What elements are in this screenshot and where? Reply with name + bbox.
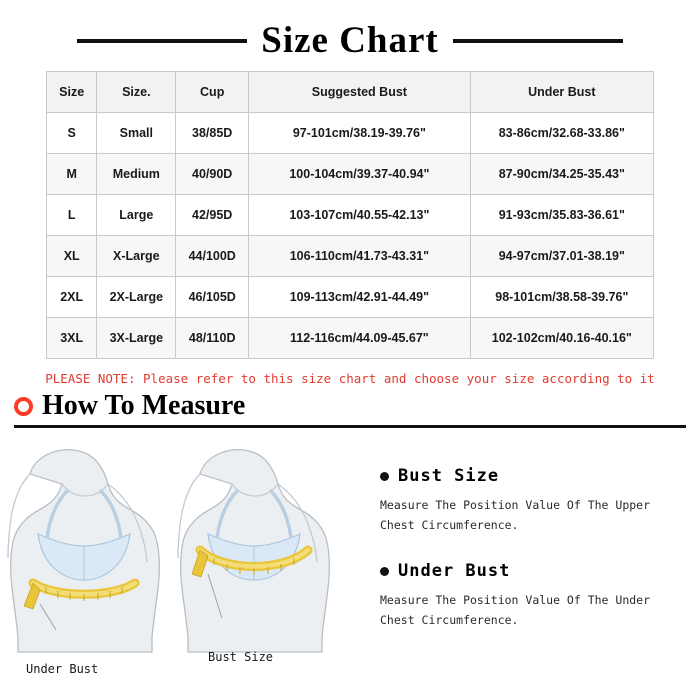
cell-cup: 46/105D <box>176 277 249 318</box>
cell-size: XL <box>47 236 97 277</box>
measure-info-bust-title: Bust Size <box>398 466 500 486</box>
bullet-dot-icon <box>380 567 389 576</box>
cell-suggested-bust: 112-116cm/44.09-45.67" <box>249 318 471 359</box>
torso-illustrations-icon <box>0 438 372 668</box>
measure-info-list <box>372 438 700 686</box>
figure-caption-bust-size: Bust Size <box>208 650 274 664</box>
bullet-dot-icon <box>380 472 389 481</box>
measure-section <box>0 428 700 686</box>
measure-info-under-bust-description: Measure The Position Value Of The Under Chest Circumference. <box>380 593 651 628</box>
measure-info-under-bust-head <box>380 561 682 581</box>
title-rule-right <box>453 39 623 43</box>
measure-info-bust-head <box>380 466 682 486</box>
cell-under-bust: 83-86cm/32.68-33.86" <box>470 113 653 154</box>
measure-info-under-bust-title: Under Bust <box>398 561 511 582</box>
cell-under-bust: 98-101cm/38.58-39.76" <box>470 277 653 318</box>
cell-size: 3XL <box>47 318 97 359</box>
figure-caption-under-bust: Under Bust <box>26 662 99 676</box>
column-header-size-name: Size. <box>97 72 176 113</box>
measure-figures <box>0 438 372 686</box>
cell-size-name: X-Large <box>97 236 176 277</box>
cell-size: 2XL <box>47 277 97 318</box>
cell-under-bust: 102-102cm/40.16-40.16" <box>470 318 653 359</box>
table-row <box>47 236 654 277</box>
cell-size: L <box>47 195 97 236</box>
column-header-suggested-bust: Suggested Bust <box>249 72 471 113</box>
cell-under-bust: 91-93cm/35.83-36.61" <box>470 195 653 236</box>
cell-size-name: 2X-Large <box>97 277 176 318</box>
column-header-cup: Cup <box>176 72 249 113</box>
cell-suggested-bust: 103-107cm/40.55-42.13" <box>249 195 471 236</box>
cell-size-name: Large <box>97 195 176 236</box>
title-rule-left <box>77 39 247 43</box>
table-row <box>47 195 654 236</box>
how-to-measure-heading: How To Measure <box>42 390 246 421</box>
how-to-measure-heading-row <box>0 388 700 420</box>
cell-cup: 38/85D <box>176 113 249 154</box>
cell-cup: 42/95D <box>176 195 249 236</box>
cell-cup: 48/110D <box>176 318 249 359</box>
table-row <box>47 318 654 359</box>
cell-suggested-bust: 100-104cm/39.37-40.94" <box>249 154 471 195</box>
size-chart-table-wrap <box>0 65 700 359</box>
cell-under-bust: 87-90cm/34.25-35.43" <box>470 154 653 195</box>
cell-size: M <box>47 154 97 195</box>
cell-size-name: Medium <box>97 154 176 195</box>
column-header-size: Size <box>47 72 97 113</box>
table-row <box>47 113 654 154</box>
cell-suggested-bust: 106-110cm/41.73-43.31" <box>249 236 471 277</box>
cell-cup: 40/90D <box>176 154 249 195</box>
cell-cup: 44/100D <box>176 236 249 277</box>
measure-info-bust <box>380 466 682 535</box>
page-title-row <box>0 0 700 65</box>
measure-info-under-bust <box>380 561 682 630</box>
cell-suggested-bust: 109-113cm/42.91-44.49" <box>249 277 471 318</box>
size-chart-table <box>46 71 654 359</box>
column-header-under-bust: Under Bust <box>470 72 653 113</box>
measure-info-bust-description: Measure The Position Value Of The Upper Chest Circumference. <box>380 498 651 533</box>
cell-size-name: 3X-Large <box>97 318 176 359</box>
cell-under-bust: 94-97cm/37.01-38.19" <box>470 236 653 277</box>
red-circle-icon <box>14 397 33 416</box>
table-row <box>47 277 654 318</box>
cell-size: S <box>47 113 97 154</box>
cell-suggested-bust: 97-101cm/38.19-39.76" <box>249 113 471 154</box>
table-header-row <box>47 72 654 113</box>
page-title: Size Chart <box>261 20 439 61</box>
please-note-text: PLEASE NOTE: Please refer to this size chart and choose your size according to it <box>45 371 655 386</box>
cell-size-name: Small <box>97 113 176 154</box>
table-row <box>47 154 654 195</box>
